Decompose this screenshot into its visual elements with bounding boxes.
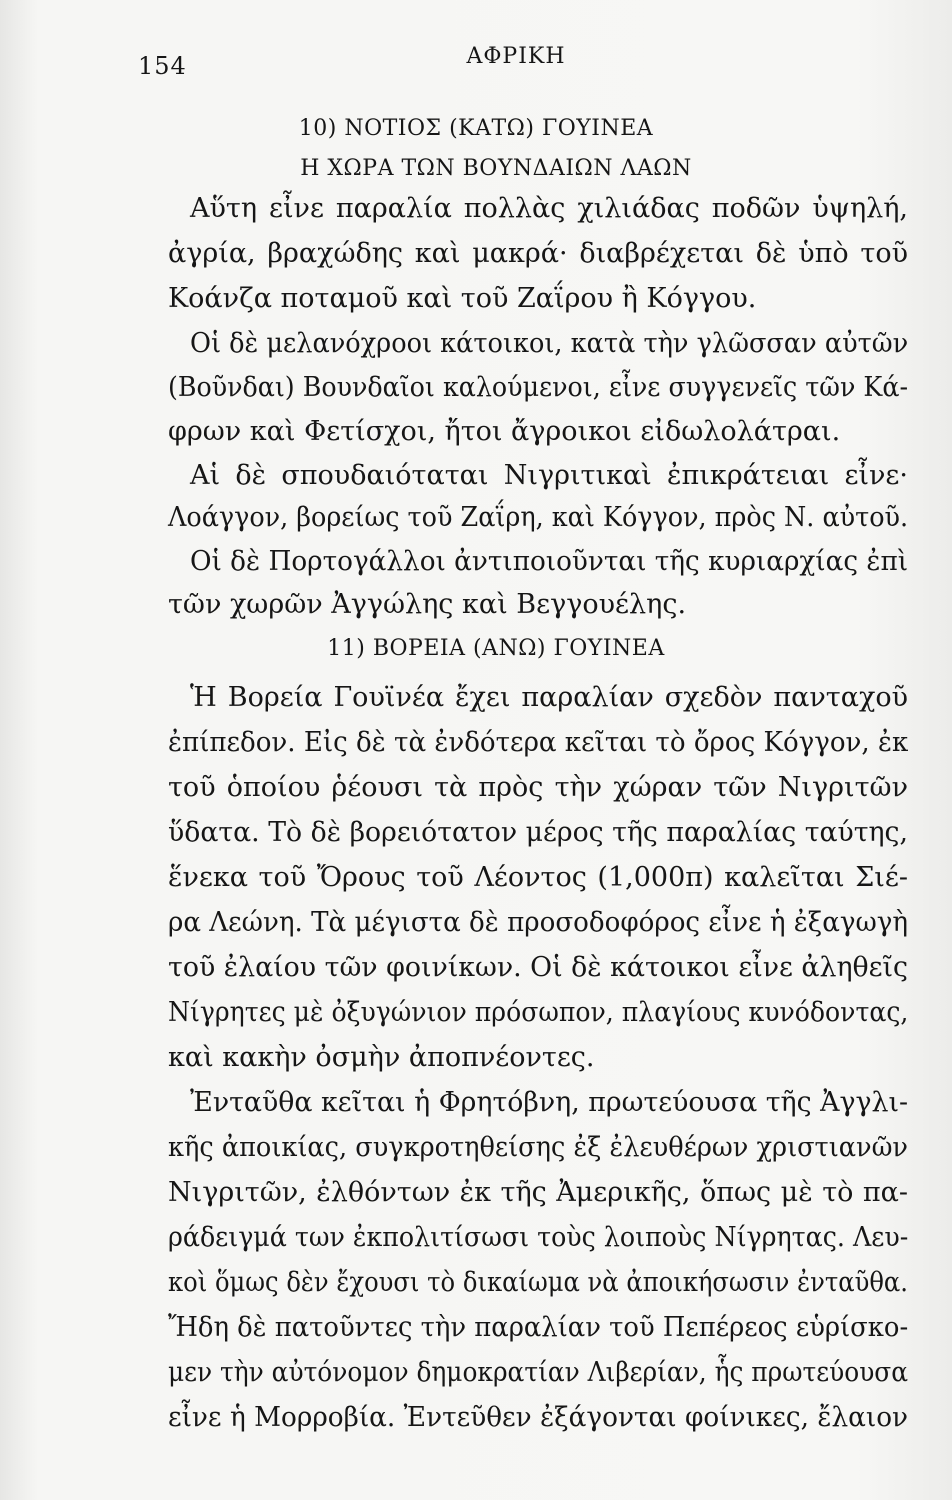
section-subtitle: Η ΧΩΡΑ ΤΩΝ ΒΟΥΝΔΑΙΩΝ ΛΑΩΝ <box>300 156 692 181</box>
text-line: εἶνε ἡ Μορροβία. Ἐντεῦθεν ἐξάγονται φοίνικες, ἔλαιον <box>168 1402 908 1433</box>
text-line: Οἱ δὲ Πορτογάλλοι ἀντιποιοῦνται τῆς κυριαρχίας ἐπὶ <box>190 546 909 577</box>
text-line: μεν τὴν αὐτόνομον δημοκρατίαν Λιβερίαν, ἧς πρωτεύουσα <box>168 1357 909 1388</box>
text-line: τοῦ ὁποίου ῥέουσι τὰ πρὸς τὴν χώραν τῶν Νιγριτῶν <box>168 772 908 803</box>
section-title: 11) ΒΟΡΕΙΑ (ΑΝΩ) ΓΟΥΙΝΕΑ <box>327 636 665 661</box>
text-line: τῶν χωρῶν Ἀγγώλης καὶ Βεγγουέλης. <box>168 589 687 620</box>
running-head: ΑΦΡΙΚΗ <box>466 44 566 69</box>
text-line: ἐπίπεδον. Εἰς δὲ τὰ ἐνδότερα κεῖται τὸ ὄρος Κόγγον, ἐκ <box>168 727 909 758</box>
text-line: Οἱ δὲ μελανόχροοι κάτοικοι, κατὰ τὴν γλῶσσαν αὐτῶν <box>190 328 909 359</box>
text-line: ἀγρία, βραχώδης καὶ μακρά· διαβρέχεται δὲ ὑπὸ τοῦ <box>168 238 908 269</box>
text-line: Ἤδη δὲ πατοῦντες τὴν παραλίαν τοῦ Πεπέρεος εὑρίσκο- <box>168 1312 909 1343</box>
text-line: Κοάνζα ποταμοῦ καὶ τοῦ Ζαΐρου ἢ Κόγγου. <box>168 283 757 314</box>
page-number: 154 <box>138 52 187 80</box>
text-line: φρων καὶ Φετίσχοι, ἤτοι ἄγροικοι εἰδωλολάτραι. <box>168 416 841 447</box>
text-line: Ἡ Βορεία Γουϊνέα ἔχει παραλίαν σχεδὸν πανταχοῦ <box>190 682 908 713</box>
text-line: Λοάγγον, βορείως τοῦ Ζαΐρη, καὶ Κόγγον, πρὸς Ν. αὐτοῦ. <box>168 502 909 533</box>
text-line: Αὕτη εἶνε παραλία πολλὰς χιλιάδας ποδῶν ὑψηλή, <box>190 193 908 224</box>
text-line: κῆς ἀποικίας, συγκροτηθείσης ἐξ ἐλευθέρων χριστιανῶν <box>168 1132 908 1163</box>
text-line: (Βοῦνδαι) Βουνδαῖοι καλούμενοι, εἶνε συγγενεῖς τῶν Κά- <box>168 372 908 403</box>
text-line: τοῦ ἐλαίου τῶν φοινίκων. Οἱ δὲ κάτοικοι εἶνε ἀληθεῖς <box>168 952 908 983</box>
text-line: ρα Λεώνη. Τὰ μέγιστα δὲ προσοδοφόρος εἶνε ἡ ἐξαγωγὴ <box>168 907 908 938</box>
text-line: ὕδατα. Τὸ δὲ βορειότατον μέρος τῆς παραλίας ταύτης, <box>168 817 908 848</box>
text-line: καὶ κακὴν ὀσμὴν ἀποπνέοντες. <box>168 1042 595 1073</box>
text-line: Αἱ δὲ σπουδαιόταται Νιγριτικαὶ ἐπικράτειαι εἶνε· <box>190 460 908 491</box>
text-line: Ἐνταῦθα κεῖται ἡ Φρητόβνη, πρωτεύουσα τῆς Ἀγγλι- <box>190 1087 908 1118</box>
text-line: κοὶ ὅμως δὲν ἔχουσι τὸ δικαίωμα νὰ ἀποικήσωσιν ἐνταῦθα. <box>168 1267 908 1298</box>
text-line: ράδειγμά των ἐκπολιτίσωσι τοὺς λοιποὺς Νίγρητας. Λευ- <box>168 1222 909 1253</box>
section-title: 10) ΝΟΤΙΟΣ (ΚΑΤΩ) ΓΟΥΙΝΕΑ <box>298 116 654 141</box>
text-line: ἕνεκα τοῦ Ὄρους τοῦ Λέοντος (1,000π) καλεῖται Σιέ- <box>168 862 908 893</box>
text-line: Νιγριτῶν, ἐλθόντων ἐκ τῆς Ἀμερικῆς, ὅπως μὲ τὸ πα- <box>168 1177 908 1208</box>
text-line: Νίγρητες μὲ ὀξυγώνιον πρόσωπον, πλαγίους κυνόδοντας, <box>168 997 909 1028</box>
